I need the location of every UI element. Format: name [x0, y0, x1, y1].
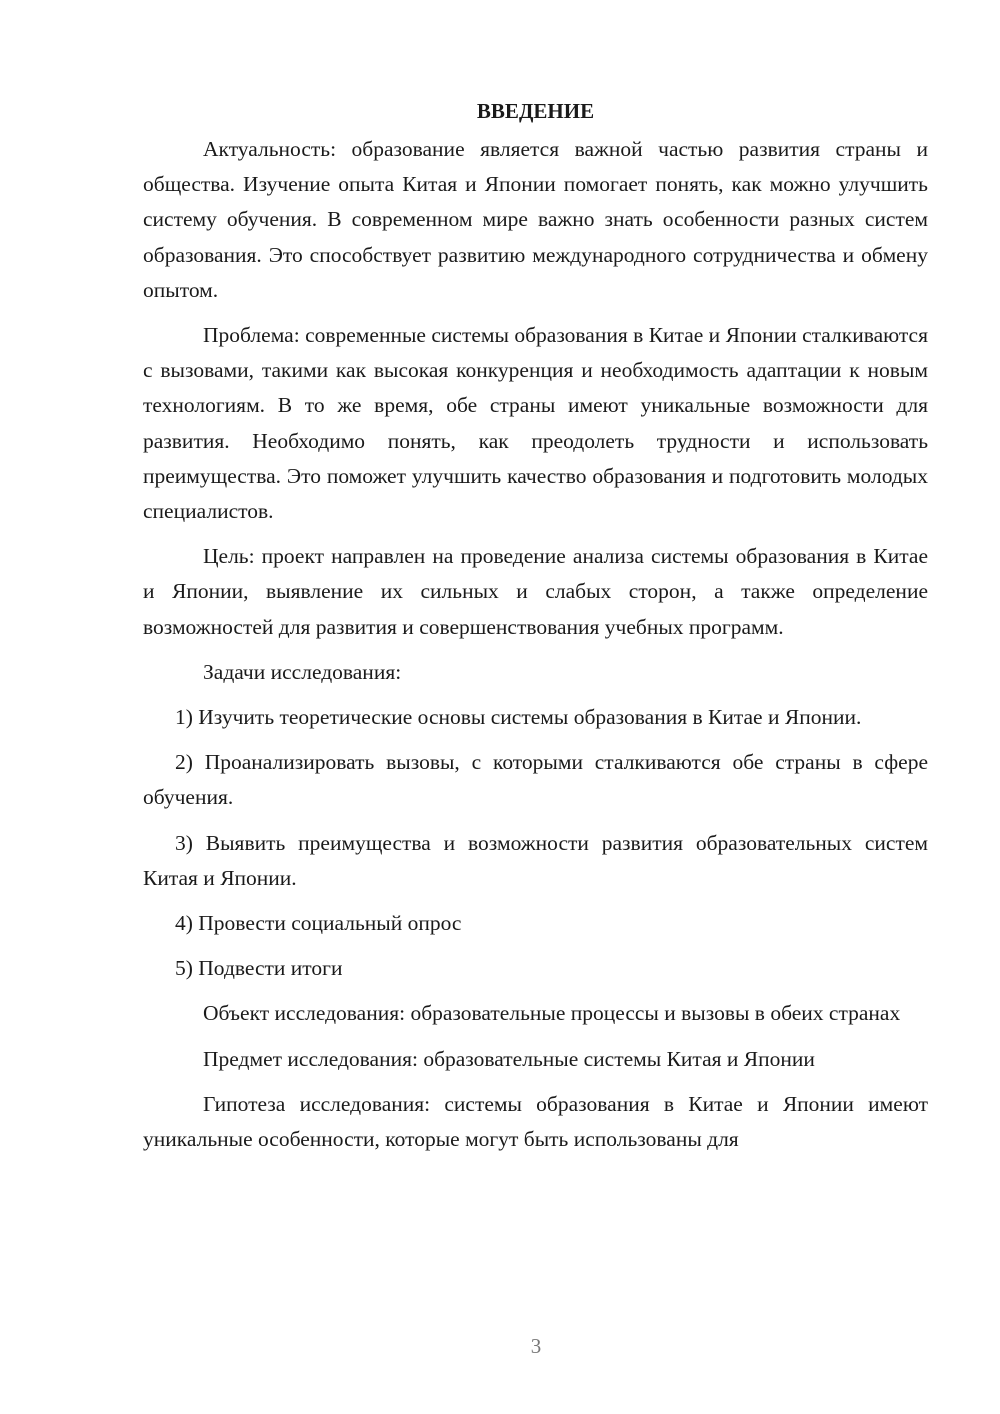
page-number: 3 — [530, 1334, 542, 1358]
task-item-2: 2) Проанализировать вызовы, с которыми сталкиваются обе страны в сфере обучения. — [143, 750, 928, 810]
goal-paragraph: Цель: проект направлен на проведение анализа системы образования в Китае и Японии, выявление их сильных и слабых сторон, а также определение возможностей для развития и совершенствования учебных программ. — [143, 544, 928, 639]
task-item-1: 1) Изучить теоретические основы системы образования в Китае и Японии. — [175, 705, 862, 730]
problem-paragraph: Проблема: современные системы образования в Китае и Японии сталкиваются с вызовами, такими как высокая конкуренция и необходимость адаптации к новым технологиям. В то же время, обе страны имеют уникальные возможности для развития. Необходимо понять, как преодолеть трудности и использовать преимущества. Это поможет улучшить качество образования и подготовить молодых специалистов. — [143, 323, 928, 524]
task-item-3: 3) Выявить преимущества и возможности развития образовательных систем Китая и Японии. — [143, 830, 928, 890]
relevance-paragraph: Актуальность: образование является важной частью развития страны и общества. Изучение опыта Китая и Японии помогает понять, как можно улучшить систему обучения. В современном мире важно знать особенности разных систем образования. Это способствует развитию международного сотрудничества и обмену опытом. — [143, 137, 928, 302]
task-item-5: 5) Подвести итоги — [175, 956, 343, 981]
tasks-heading: Задачи исследования: — [203, 659, 402, 684]
task-item-4: 4) Провести социальный опрос — [175, 911, 462, 936]
subject-paragraph: Предмет исследования: образовательные системы Китая и Японии — [203, 1046, 815, 1071]
document-page — [143, 92, 928, 1167]
section-title: ВВЕДЕНИЕ — [476, 99, 595, 123]
object-paragraph: Объект исследования: образовательные процессы и вызовы в обеих странах — [203, 1001, 901, 1026]
hypothesis-paragraph: Гипотеза исследования: системы образования в Китае и Японии имеют уникальные особенности, которые могут быть использованы для — [143, 1091, 928, 1152]
